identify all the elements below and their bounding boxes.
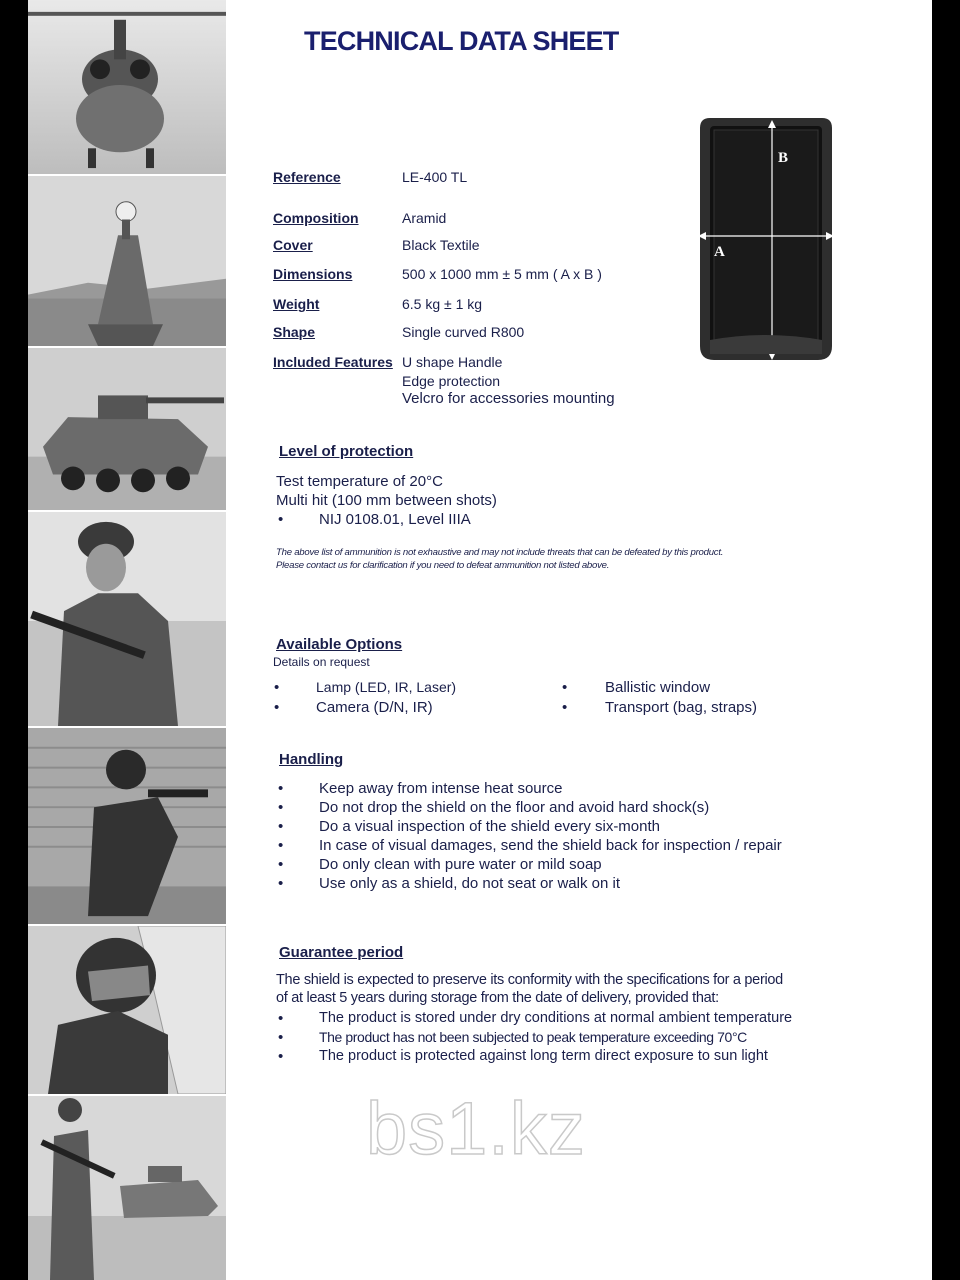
page-title: TECHNICAL DATA SHEET [304,26,619,56]
bullet-icon: • [274,698,280,716]
composition-label: Composition [273,210,359,226]
shape-value: Single curved R800 [402,324,525,340]
feature-item: Velcro for accessories mounting [402,390,615,407]
options-heading: Available Options [276,636,403,653]
options-subtitle: Details on request [273,655,370,669]
dimensions-value: 500 x 1000 mm ± 5 mm ( A x B ) [402,266,602,282]
photo-strip [28,0,226,1280]
dimensions-label: Dimensions [273,266,353,282]
bullet-icon: • [278,875,284,892]
dimension-b-label: B [778,150,789,166]
bullet-icon: • [562,679,568,696]
bullet-icon: • [278,837,284,854]
feature-item: U shape Handle [402,354,503,370]
protection-heading: Level of protection [279,443,414,460]
shape-label: Shape [273,324,316,340]
soldier-tank-photo [28,1096,226,1280]
disclaimer-line: Please contact us for clarification if you need to defeat ammunition not listed above. [276,560,610,571]
bullet-icon: • [278,511,284,528]
protection-line: Test temperature of 20°C [276,473,443,490]
weight-value: 6.5 kg ± 1 kg [402,296,483,312]
armored-vehicle-photo [28,348,226,512]
guarantee-line: The shield is expected to preserve its conformity with the specifications for a period [276,972,783,988]
features-label: Included Features [273,354,393,370]
reference-label: Reference [273,169,341,185]
handling-heading: Handling [279,751,344,768]
feature-item: Edge protection [402,372,501,389]
dimension-a-label: A [714,244,725,260]
weight-label: Weight [273,296,320,312]
cover-value: Black Textile [402,237,480,253]
warship-photo [28,176,226,348]
data-sheet-page: TECHNICAL DATA SHEET Reference LE-400 TL Composition Aramid Cover Black Textile Dimensions 500 x 1000 mm ± 5 mm ( A x B ) Weight 6.5 kg ± 1 kg Shape Single curved R800 Included Features U shape Handle Edge protection Velcro for accessories mounting B A Level of protection Test temperature of 20°C Multi hit (100 mm between shots) • NIJ 0108.01, Level IIIA The above list of ammunition is not exhaustive and may not include threats that can be defeated by this product. Please contact us for clarification if you need to defeat ammunition not listed above. Available Options Details on request • Lamp (LED, IR, Laser) • Camera (D/N, IR) • Ballistic window • Transport (bag, straps) Handling • Keep away from intense heat source • Do not drop the shield on the floor and avoid hard shock(s) • Do a visual inspection of the shield every six-month • In case of visual damages, send the shield back for inspection / repair • Do only clean with pure water or mild soap • Use only as a shield, do not seat or walk on it Guarantee period The shield is expected to preserve its conformity with the specifications for a period of at least 5 years during storage from the date of delivery, provided that: • The product is stored under dry conditions at normal ambient temperature • The product has not been subjected to peak temperature exceeding 70°C • The product is protected against long term direct exposure to sun light bs1.kz [28,0,932,1280]
soldier-aiming-photo [28,728,226,926]
bullet-icon: • [278,1029,284,1046]
guarantee-heading: Guarantee period [279,944,404,961]
bullet-icon: • [278,799,284,816]
bullet-icon: • [278,856,284,873]
composition-value: Aramid [402,210,447,226]
soldier-desert-photo [28,512,226,728]
bullet-icon: • [562,698,568,716]
protection-line: Multi hit (100 mm between shots) [276,492,497,509]
bullet-icon: • [278,1010,284,1027]
bullet-icon: • [278,818,284,835]
bullet-icon: • [278,1048,284,1065]
helicopter-photo [28,0,226,176]
disclaimer-line: The above list of ammunition is not exhaustive and may not include threats that can be defeated by this product. [276,547,724,558]
bullet-icon: • [278,780,284,797]
bullet-icon: • [274,679,280,696]
watermark: bs1.kz [366,1087,586,1170]
reference-value: LE-400 TL [402,169,468,185]
riot-police-photo [28,926,226,1096]
shield-diagram [696,114,836,366]
features-list [402,353,615,409]
guarantee-line: of at least 5 years during storage from the date of delivery, provided that: [276,990,719,1006]
cover-label: Cover [273,237,313,253]
